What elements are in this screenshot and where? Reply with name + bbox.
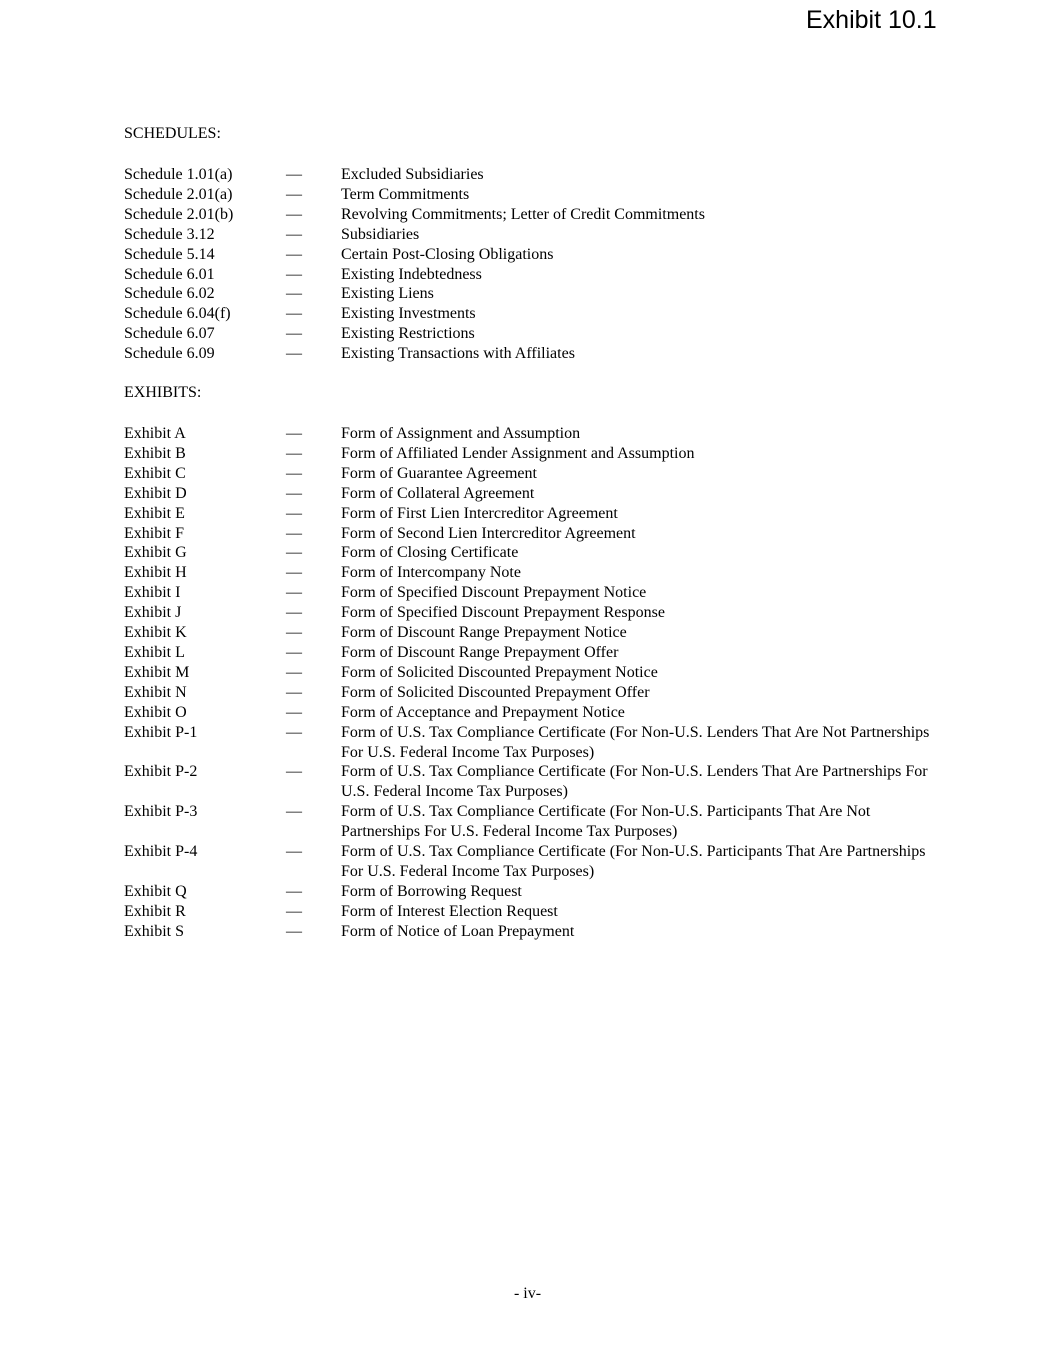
entry-dash: —: [286, 843, 302, 861]
entry-dash: —: [286, 723, 302, 741]
entry-label: Schedule 1.01(a): [124, 166, 233, 183]
list-item: [124, 284, 944, 304]
page-number: - iv-: [513, 1285, 542, 1302]
list-item: [124, 723, 944, 763]
entry-description: Form of Solicited Discounted Prepayment Notice: [341, 663, 658, 681]
entry-dash: —: [286, 544, 302, 562]
entry-dash: —: [286, 185, 302, 203]
entry-label: Exhibit P-2: [124, 763, 198, 781]
list-item: [124, 802, 944, 842]
entry-label: Exhibit J: [124, 604, 182, 622]
entry-label: Exhibit D: [124, 484, 187, 502]
list-item: [124, 344, 944, 364]
entry-label: Exhibit A: [124, 425, 186, 442]
entry-description: Form of Acceptance and Prepayment Notice: [341, 703, 625, 721]
list-item: [124, 524, 944, 544]
entry-dash: —: [286, 663, 302, 681]
list-item: [124, 762, 944, 802]
entry-dash: —: [286, 803, 302, 821]
entry-description: Revolving Commitments; Letter of Credit Commitments: [341, 205, 705, 223]
list-item: [124, 683, 944, 703]
entry-label: Exhibit B: [124, 444, 186, 462]
list-item: [124, 882, 944, 902]
list-item: [124, 444, 944, 464]
entry-dash: —: [286, 205, 302, 223]
entry-description: Form of Closing Certificate: [341, 544, 519, 562]
entry-label: Exhibit M: [124, 663, 190, 681]
list-item: [124, 922, 944, 942]
entry-description: Form of Collateral Agreement: [341, 484, 535, 502]
entry-label: Exhibit E: [124, 504, 185, 522]
entry-dash: —: [286, 922, 302, 940]
list-item: [124, 543, 944, 563]
entry-dash: —: [286, 464, 302, 482]
entry-description: Existing Liens: [341, 285, 434, 303]
entry-description: Form of Second Lien Intercreditor Agreement: [341, 524, 636, 542]
entry-description: Existing Indebtedness: [341, 265, 482, 283]
entry-dash: —: [286, 584, 302, 602]
entry-dash: —: [286, 604, 302, 622]
entry-label: Schedule 2.01(a): [124, 185, 233, 203]
entry-dash: —: [286, 484, 302, 502]
entry-label: Exhibit C: [124, 464, 186, 482]
list-item: [124, 504, 944, 524]
entry-description: Excluded Subsidiaries: [341, 166, 484, 183]
entry-description: Subsidiaries: [341, 225, 420, 243]
entry-description: Existing Investments: [341, 305, 476, 323]
entry-label: Schedule 6.02: [124, 285, 215, 303]
entry-dash: —: [286, 325, 302, 343]
entry-description: Form of Specified Discount Prepayment Response: [341, 604, 665, 622]
entry-label: Exhibit N: [124, 683, 187, 701]
entry-dash: —: [286, 763, 302, 781]
entry-description: Form of Guarantee Agreement: [341, 464, 537, 482]
entry-label: Exhibit P-4: [124, 843, 198, 861]
entry-label: Schedule 6.04(f): [124, 305, 231, 323]
entry-label: Exhibit G: [124, 544, 187, 562]
entry-description: Form of Borrowing Request: [341, 882, 522, 900]
entry-description: Form of Discount Range Prepayment Notice: [341, 624, 627, 642]
list-item: [124, 464, 944, 484]
entry-label: Exhibit I: [124, 584, 181, 602]
entry-label: Exhibit O: [124, 703, 187, 721]
entry-dash: —: [286, 166, 302, 183]
entry-label: Schedule 6.07: [124, 325, 215, 343]
entry-description: Form of U.S. Tax Compliance Certificate (For Non-U.S. Participants That Are Partnerships For U.S. Federal Income Tax Purposes): [341, 843, 926, 880]
entry-description: Existing Restrictions: [341, 325, 475, 343]
list-item: [124, 265, 944, 285]
entry-description: Form of U.S. Tax Compliance Certificate (For Non-U.S. Participants That Are Not Partnerships For U.S. Federal Income Tax Purposes): [341, 803, 871, 841]
schedule-list: [124, 165, 944, 364]
entry-dash: —: [286, 882, 302, 900]
entry-label: Schedule 6.09: [124, 345, 215, 363]
entry-description: Form of Assignment and Assumption: [341, 425, 581, 442]
list-item: [124, 205, 944, 225]
exhibits-heading: EXHIBITS:: [124, 384, 202, 401]
entry-dash: —: [286, 564, 302, 582]
entry-description: Form of Intercompany Note: [341, 564, 521, 582]
list-item: [124, 603, 944, 623]
entry-description: Form of Interest Election Request: [341, 902, 558, 920]
list-item: [124, 842, 944, 882]
entry-description: Form of Notice of Loan Prepayment: [341, 922, 575, 940]
entry-description: Form of Specified Discount Prepayment Notice: [341, 584, 647, 602]
list-item: [124, 165, 944, 185]
entry-dash: —: [286, 902, 302, 920]
entry-description: Form of Affiliated Lender Assignment and Assumption: [341, 444, 695, 462]
list-item: [124, 663, 944, 683]
list-item: [124, 902, 944, 922]
entry-label: Exhibit P-1: [124, 723, 198, 741]
list-item: [124, 304, 944, 324]
entry-dash: —: [286, 305, 302, 323]
entry-label: Exhibit K: [124, 624, 187, 642]
entry-dash: —: [286, 225, 302, 243]
entry-label: Schedule 2.01(b): [124, 205, 234, 223]
entry-label: Exhibit Q: [124, 882, 187, 900]
schedules-heading: SCHEDULES:: [124, 125, 221, 142]
entry-description: Certain Post-Closing Obligations: [341, 245, 554, 263]
entry-description: Form of U.S. Tax Compliance Certificate (For Non-U.S. Lenders That Are Not Partnerships For U.S. Federal Income Tax Purposes): [341, 723, 930, 761]
entry-description: Form of First Lien Intercreditor Agreement: [341, 504, 618, 522]
list-item: [124, 185, 944, 205]
list-item: [124, 225, 944, 245]
list-item: [124, 424, 944, 444]
entry-dash: —: [286, 444, 302, 462]
entry-dash: —: [286, 504, 302, 522]
entry-dash: —: [286, 624, 302, 642]
entry-label: Exhibit L: [124, 643, 185, 661]
entry-label: Exhibit S: [124, 922, 185, 940]
entry-dash: —: [286, 524, 302, 542]
entry-description: Form of Discount Range Prepayment Offer: [341, 643, 619, 661]
list-item: [124, 484, 944, 504]
list-item: [124, 245, 944, 265]
list-item: [124, 703, 944, 723]
entry-dash: —: [286, 285, 302, 303]
entry-dash: —: [286, 345, 302, 363]
entry-description: Form of Solicited Discounted Prepayment Offer: [341, 683, 650, 701]
entry-dash: —: [286, 703, 302, 721]
entry-label: Exhibit P-3: [124, 803, 198, 821]
entry-dash: —: [286, 425, 302, 442]
entry-description: Form of U.S. Tax Compliance Certificate (For Non-U.S. Lenders That Are Partnerships For U.S. Federal Income Tax Purposes): [341, 763, 928, 801]
list-item: [124, 583, 944, 603]
list-item: [124, 563, 944, 583]
list-item: [124, 623, 944, 643]
entry-label: Schedule 3.12: [124, 225, 215, 243]
exhibit-label: Exhibit 10.1: [806, 6, 937, 34]
entry-label: Schedule 6.01: [124, 265, 215, 283]
entry-label: Exhibit R: [124, 902, 186, 920]
list-item: [124, 643, 944, 663]
entry-description: Existing Transactions with Affiliates: [341, 345, 575, 363]
entry-dash: —: [286, 245, 302, 263]
entry-label: Exhibit H: [124, 564, 187, 582]
list-item: [124, 324, 944, 344]
entry-description: Term Commitments: [341, 185, 470, 203]
entry-label: Schedule 5.14: [124, 245, 215, 263]
entry-label: Exhibit F: [124, 524, 185, 542]
entry-dash: —: [286, 643, 302, 661]
entry-dash: —: [286, 265, 302, 283]
exhibit-list: [124, 424, 944, 942]
entry-dash: —: [286, 683, 302, 701]
